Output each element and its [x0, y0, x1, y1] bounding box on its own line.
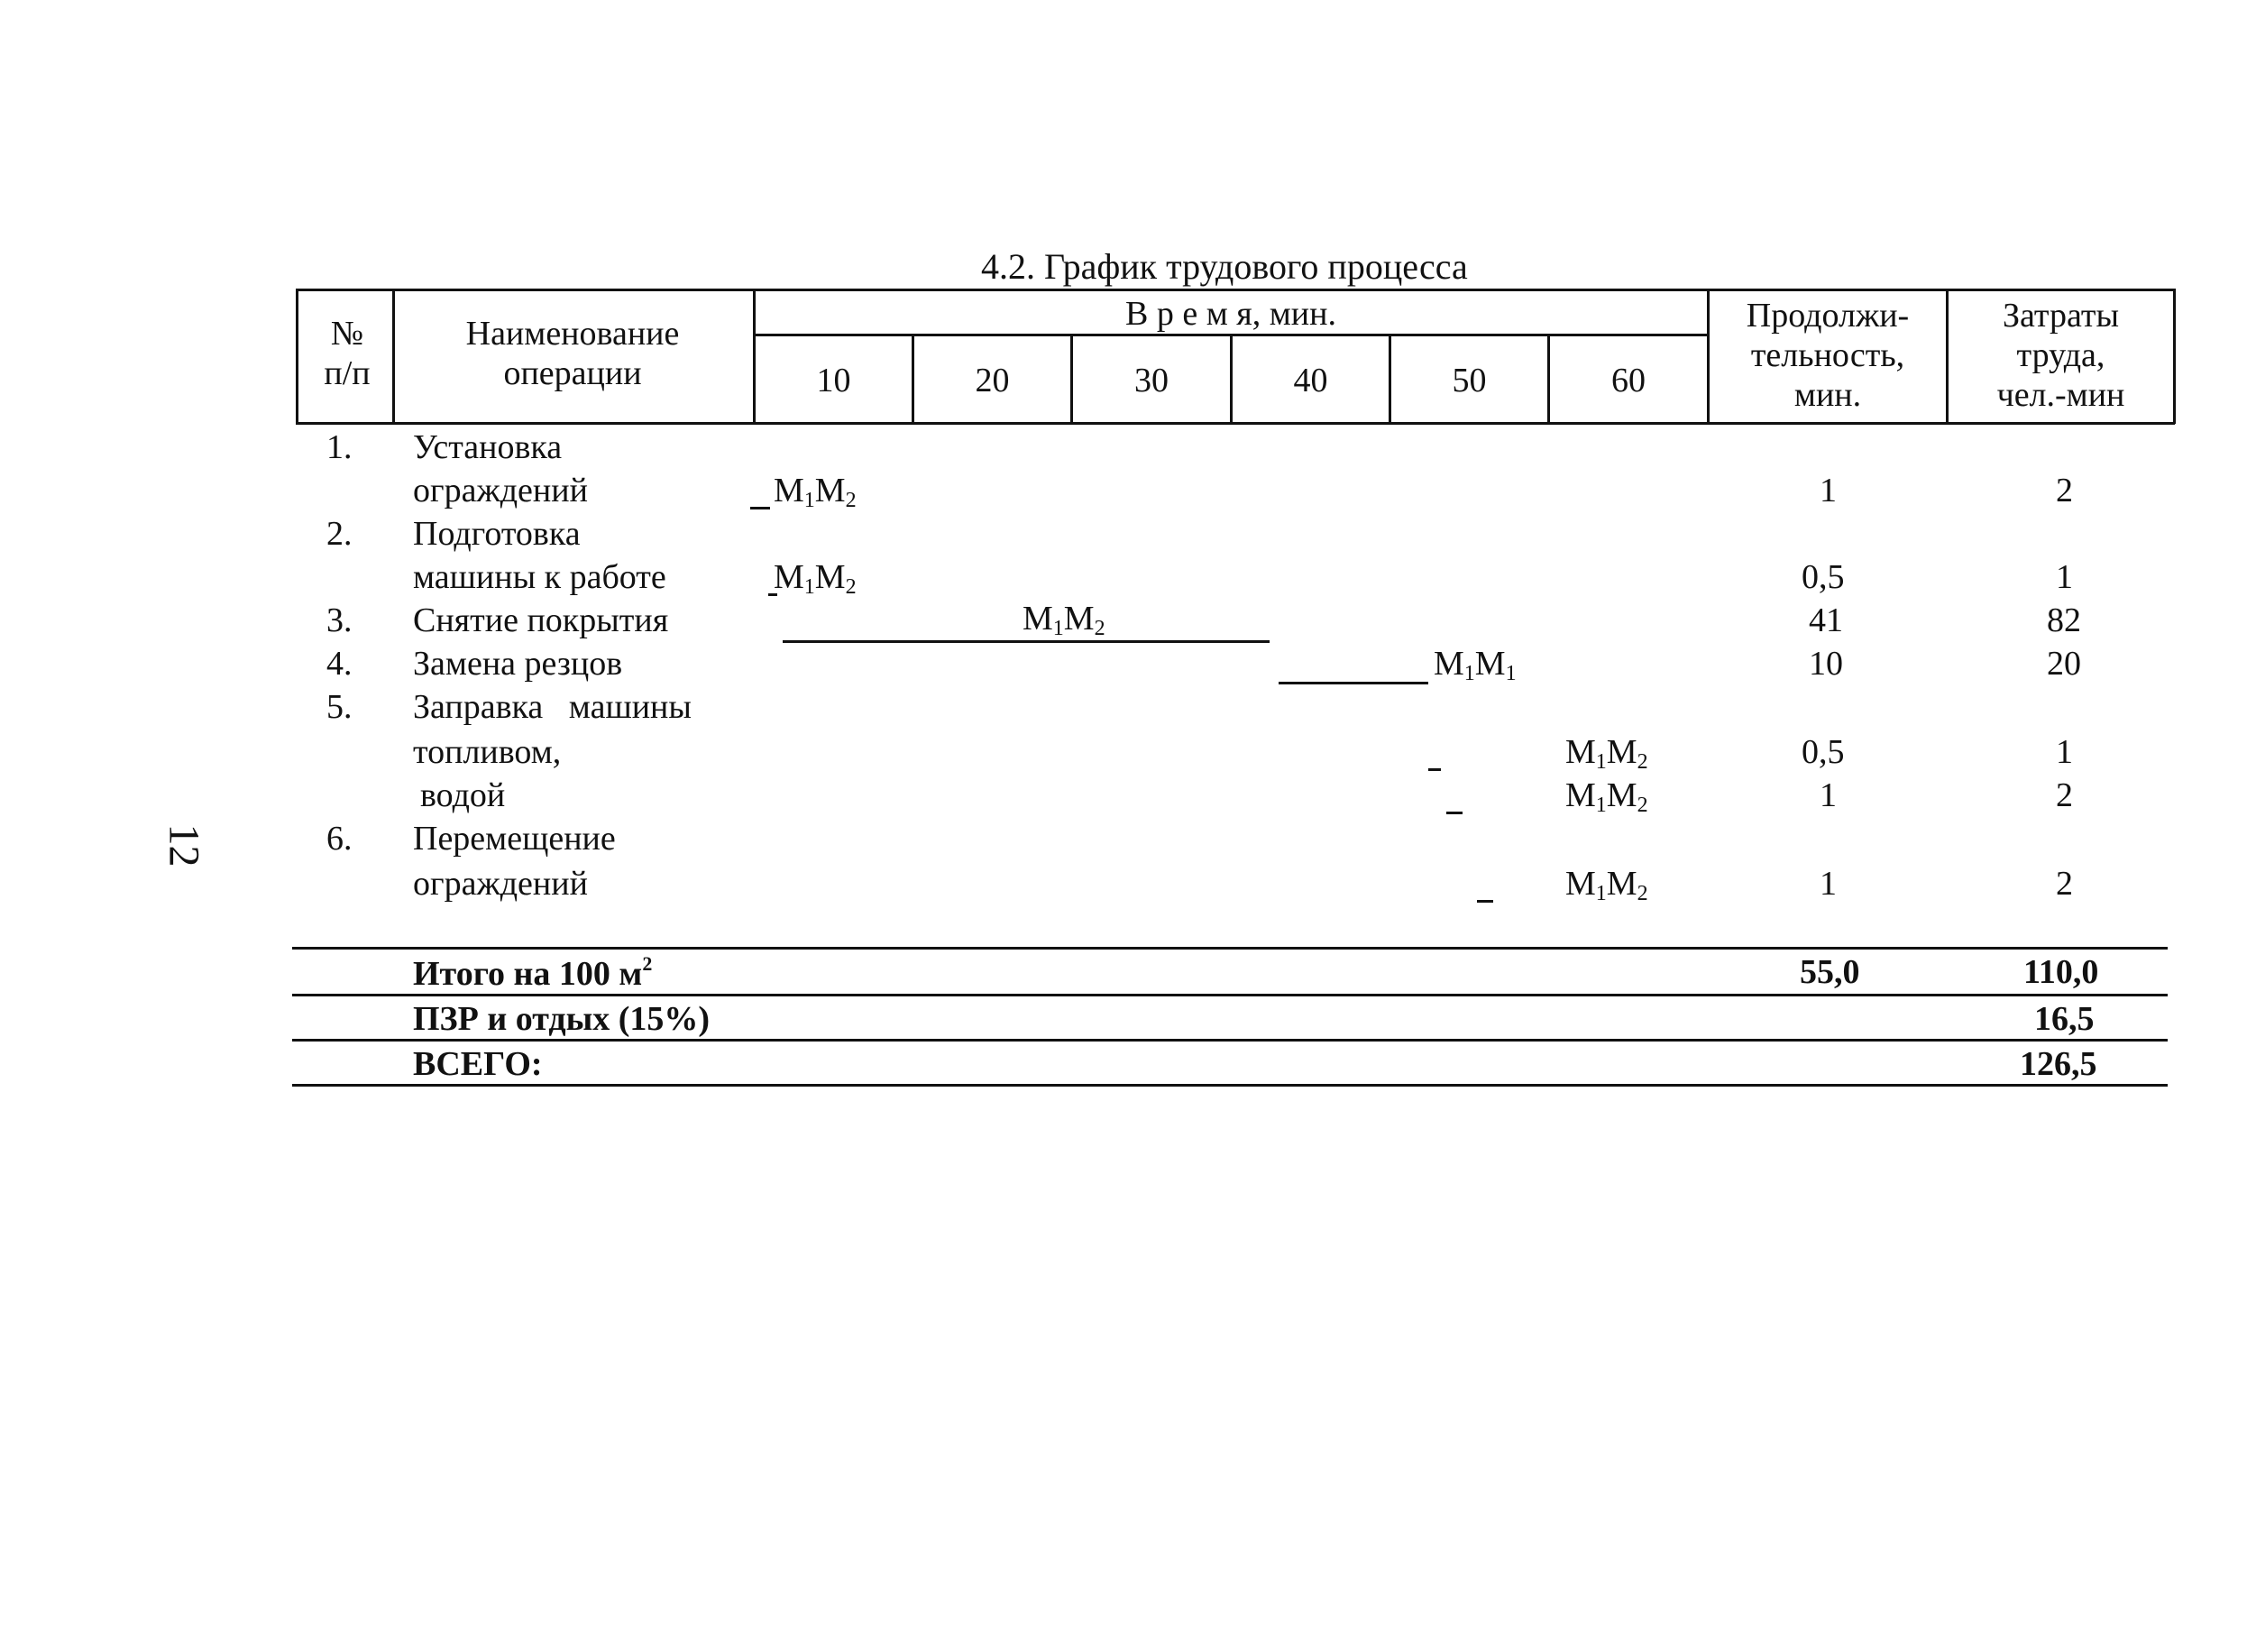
crew-label: $M_1M_2$: [1565, 865, 1648, 905]
row-duration: 0,5: [1802, 733, 1845, 771]
header-num-line1: №: [330, 315, 364, 353]
crew-label: $M_1M_1$: [1434, 645, 1517, 685]
row-num: 1.: [326, 428, 353, 466]
gantt-bar: [1446, 812, 1463, 814]
crew-label: $M_1M_2$: [774, 472, 857, 512]
row-name: водой: [420, 776, 506, 814]
time-tick-50: 50: [1452, 362, 1487, 399]
header-labor-line2: труда,: [2016, 336, 2105, 374]
crew-label: $M_1M_2$: [1565, 776, 1648, 817]
grand-total-label: ВСЕГО:: [413, 1045, 543, 1083]
header-name-line2: операции: [503, 354, 642, 392]
crew-label: $M_1M_2$: [774, 558, 857, 599]
time-tick-20: 20: [975, 362, 1010, 399]
gantt-bar: [1279, 682, 1428, 684]
row-num: 6.: [326, 820, 353, 858]
header-labor-line1: Затраты: [2002, 297, 2119, 335]
row-num: 5.: [326, 688, 353, 726]
row-duration: 41: [1809, 601, 1843, 639]
row-labor: 2: [2056, 865, 2073, 903]
gantt-bar: [750, 507, 770, 509]
row-labor: 1: [2056, 733, 2073, 771]
row-labor: 1: [2056, 558, 2073, 596]
pzr-labor: 16,5: [2034, 1000, 2095, 1038]
gantt-bar: [1428, 768, 1441, 771]
row-num: 2.: [326, 515, 353, 553]
row-name: ограждений: [413, 472, 588, 509]
crew-label: $M_1M_2$: [1023, 600, 1105, 640]
total-labor: 110,0: [2023, 953, 2099, 991]
crew-label: $M_1M_2$: [1565, 733, 1648, 774]
row-duration: 1: [1820, 472, 1837, 509]
row-num: 3.: [326, 601, 353, 639]
header-num-line2: п/п: [324, 354, 371, 392]
time-tick-10: 10: [816, 362, 851, 399]
total-label: Итого на 100 $м^2$: [413, 952, 653, 993]
page-number: 12: [160, 823, 208, 867]
row-name: Установка: [413, 428, 563, 466]
total-duration: 55,0: [1800, 953, 1860, 991]
grand-total-labor: 126,5: [2020, 1045, 2097, 1083]
time-tick-40: 40: [1293, 362, 1328, 399]
pzr-label: ПЗР и отдых (15%): [413, 1000, 711, 1038]
row-name: Перемещение: [413, 820, 616, 858]
page-title: 4.2. График трудового процесса: [981, 246, 1468, 287]
time-tick-30: 30: [1134, 362, 1169, 399]
row-name: Подготовка: [413, 515, 581, 553]
row-labor: 2: [2056, 776, 2073, 814]
row-duration: 10: [1809, 645, 1843, 683]
row-name: Заправка машины: [413, 688, 692, 726]
header-name-line1: Наименование: [465, 315, 680, 353]
header-labor-line3: чел.-мин: [1996, 376, 2125, 414]
row-duration: 0,5: [1802, 558, 1845, 596]
gantt-bar: [1477, 900, 1493, 903]
time-tick-60: 60: [1611, 362, 1646, 399]
header-duration-line3: мин.: [1793, 376, 1862, 414]
row-labor: 82: [2047, 601, 2081, 639]
row-labor: 2: [2056, 472, 2073, 509]
row-name: Снятие покрытия: [413, 601, 669, 639]
row-name: машины к работе: [413, 558, 666, 596]
row-name: Замена резцов: [413, 645, 623, 683]
header-time: В р е м я, мин.: [1125, 295, 1336, 333]
row-name: топливом,: [413, 733, 562, 771]
row-duration: 1: [1820, 776, 1837, 814]
row-labor: 20: [2047, 645, 2081, 683]
row-duration: 1: [1820, 865, 1837, 903]
header-duration-line2: тельность,: [1750, 336, 1905, 374]
row-name: ограждений: [413, 865, 588, 903]
row-num: 4.: [326, 645, 353, 683]
header-duration-line1: Продолжи-: [1746, 297, 1910, 335]
